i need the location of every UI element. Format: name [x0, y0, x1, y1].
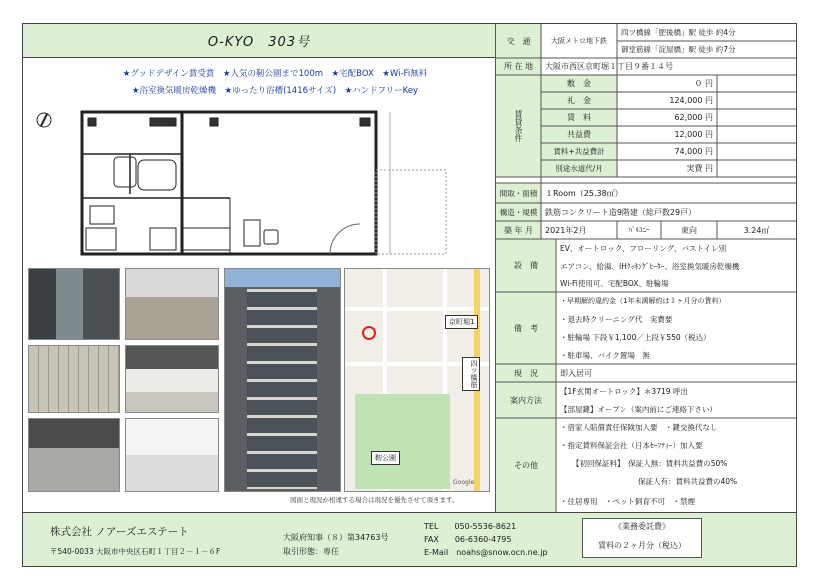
- company-address: 〒540-0033 大阪市中央区石町１丁目２－１－６F: [50, 547, 221, 556]
- terms-label: 賃貸条件: [496, 75, 541, 177]
- guide-line-2: 【部屋鍵】オープン（案内前にご連絡下さい）: [560, 404, 717, 414]
- map-label-park: 靭公園: [371, 451, 400, 465]
- commission-value: 賃料の２ヶ月分（税込）: [598, 541, 686, 550]
- other-line-5: ・住居専用 ・ペット飼育不可 ・禁煙: [560, 496, 695, 506]
- guide-label: 案内方法: [496, 382, 556, 418]
- other-label: その他: [496, 418, 556, 512]
- terms-key-6: 別途水道代/月: [541, 160, 617, 177]
- equipment-line-3: Wi-Fi使用可、宅配BOX、駐輪場: [560, 279, 669, 288]
- other-line-1: ・借家人賠償責任保険加入要 ・鍵交換代なし: [560, 422, 718, 432]
- remarks-label: 備 考: [496, 292, 556, 364]
- address-label: 所 在 地: [496, 58, 541, 75]
- company-license: 大阪府知事（８）第34763号: [283, 533, 389, 542]
- photo-building-exterior: [224, 268, 341, 492]
- photo-mailboxes: [28, 345, 120, 413]
- remarks-line-2: ・退去時クリーニング代 実費要: [560, 314, 673, 324]
- company-email: E-Mail noahs@snow.ocn.ne.jp: [424, 548, 548, 557]
- terms-value-4: 12,000 円: [674, 130, 713, 139]
- built-value: 2021年2月: [545, 225, 587, 235]
- other-line-3: 【初回保証料】 保証人無：賃料共益費の50%: [572, 458, 728, 468]
- commission-label: 《業務委託費》: [614, 522, 670, 531]
- layout-value: １Room（25.38㎡）: [545, 188, 623, 198]
- guide-line-1: 【1F玄関オートロック】＊3719 呼出: [560, 386, 688, 396]
- disclaimer: 図面と現況が相違する場合は現況を優先させて頂きます。: [290, 496, 459, 504]
- balcony-area: 3.24㎡: [743, 225, 770, 235]
- terms-key-2: 礼 金: [541, 92, 617, 109]
- map-logo: Google: [453, 479, 475, 486]
- photo-bathroom: [125, 418, 219, 492]
- transaction-mode: 取引形態：専任: [283, 547, 339, 556]
- remarks-line-1: ・早期解約違約金（1年未満解約は１ヶ月分の賃料）: [560, 297, 726, 305]
- terms-value-5: 74,000 円: [674, 147, 713, 156]
- terms-value-1: ０ 円: [694, 79, 713, 88]
- equipment-line-1: EV、オートロック、フローリング、バストイレ別: [560, 243, 727, 253]
- terms-key-1: 敷 金: [541, 75, 617, 92]
- feature-line-2: ★浴室換気暖房乾燥機 ★ゆったり浴槽(1416サイズ) ★ハンドフリーKey: [131, 86, 419, 96]
- photo-kitchen: [125, 345, 219, 413]
- structure-value: 鉄筋コンクリート造9階建（総戸数29戸）: [545, 207, 697, 217]
- transport-route-2: 御堂筋線「淀屋橋」駅 徒歩 約7分: [621, 45, 736, 54]
- transport-line: 大阪メトロ地下鉄: [551, 37, 607, 45]
- transport-label: 交 通: [496, 24, 541, 58]
- photo-room: [125, 268, 219, 340]
- remarks-line-3: ・駐輪場 下段￥1,100／上段￥550（税込）: [560, 332, 711, 342]
- terms-key-4: 共益費: [541, 126, 617, 143]
- location-pin-icon: [363, 327, 375, 339]
- other-line-2: ・指定賃料保証会社（日本ｾｰﾌﾃｨｰ）加入要: [560, 440, 703, 450]
- company-fax: FAX 06-6360-4795: [424, 535, 512, 544]
- location-map: [344, 268, 490, 492]
- terms-value-3: 62,000 円: [674, 113, 713, 122]
- terms-key-5: 賃料+共益費計: [541, 143, 617, 160]
- table-grid: [496, 24, 796, 512]
- other-line-4: 保証人有：賃料共益費の40%: [638, 476, 738, 486]
- terms-key-3: 賃 料: [541, 109, 617, 126]
- built-label: 築 年 月: [496, 221, 541, 239]
- photo-entrance-key: [28, 268, 120, 340]
- terms-value-6: 実費 円: [686, 164, 713, 173]
- floor-plan: [30, 100, 460, 260]
- equipment-label: 設 備: [496, 239, 556, 292]
- photo-lobby: [28, 418, 120, 492]
- status-value: 即入居可: [560, 368, 592, 378]
- equipment-line-2: エアコン、給湯、IHｸｯｷﾝｸﾞﾋｰﾀｰ、浴室換気暖房乾燥機: [560, 261, 740, 271]
- company-tel: TEL 050-5536-8621: [424, 522, 517, 531]
- transport-route-1: 四ツ橋線「肥後橋」駅 徒歩 約4分: [621, 28, 736, 37]
- property-title: O-KYO 303号: [23, 24, 495, 58]
- company-name: 株式会社 ノアーズエステート: [50, 526, 189, 538]
- structure-label: 構造・規模: [496, 203, 541, 221]
- map-label-station: 京町堀1: [445, 315, 478, 329]
- layout-label: 間取・面積: [496, 183, 541, 203]
- address-value: 大阪市西区京町堀１丁目９番１４号: [545, 62, 673, 71]
- remarks-line-4: ・駐車場、バイク置場 無: [560, 350, 650, 360]
- direction-value: 東向: [681, 225, 697, 235]
- map-label-bridge: 四ツ橋筋: [462, 357, 480, 391]
- feature-line-1: ★グッドデザイン賞受賞 ★人気の靭公園まで100m ★宅配BOX ★Wi-Fi無料: [122, 69, 428, 79]
- status-label: 現 況: [496, 364, 556, 382]
- balcony-label: ﾊﾞﾙｺﾆｰ: [628, 226, 650, 234]
- terms-value-2: 124,000 円: [669, 96, 713, 105]
